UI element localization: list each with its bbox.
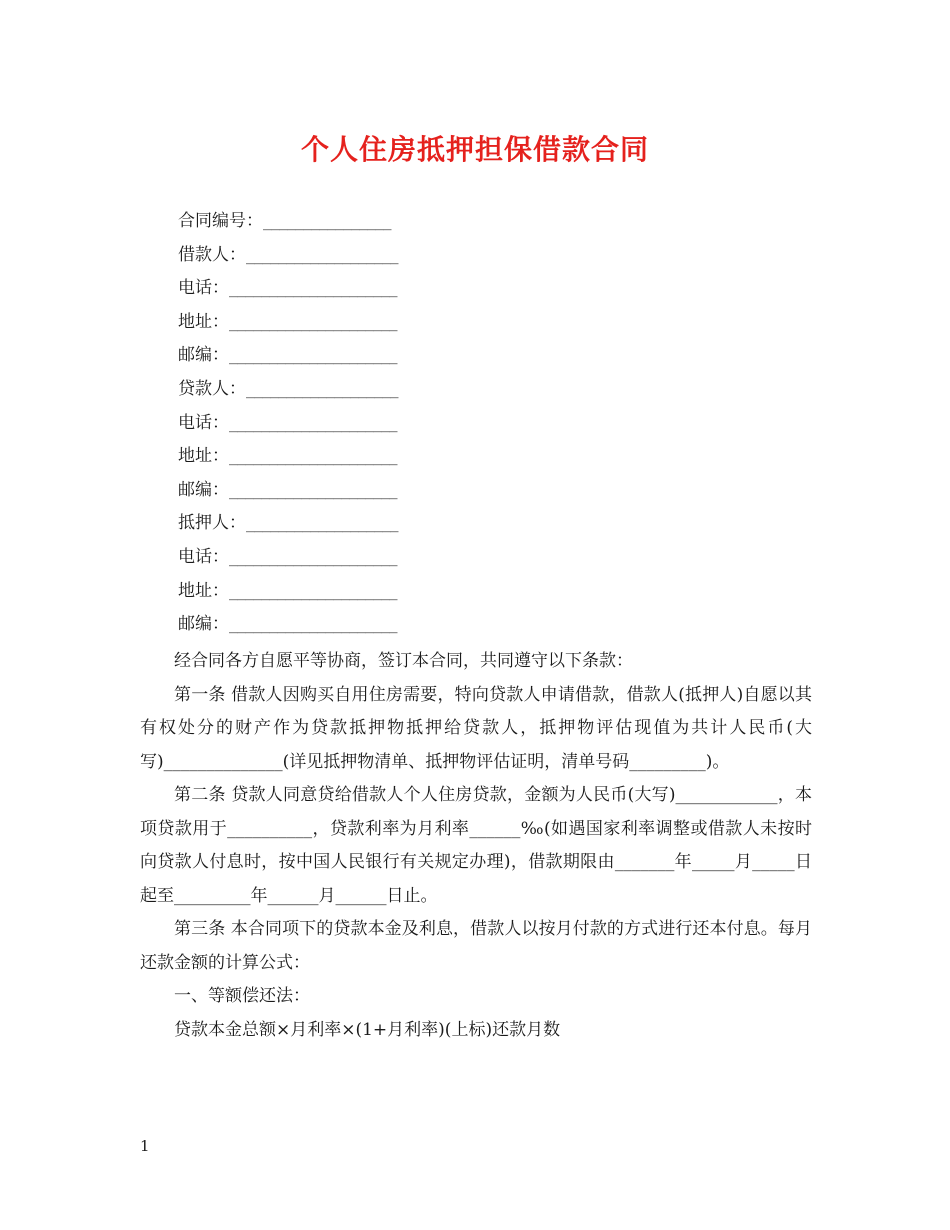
contract-body (140, 645, 812, 1047)
field-blank: _____________________ (229, 412, 397, 433)
field-blank: _____________________ (229, 580, 397, 601)
intro-paragraph: 经合同各方自愿平等协商，签订本合同，共同遵守以下条款： (174, 651, 633, 671)
field-blank: ___________________ (246, 244, 398, 265)
field-blank: _____________________ (229, 614, 397, 635)
field-row (178, 344, 397, 366)
field-label: 邮编： (178, 345, 229, 366)
field-label: 地址： (178, 311, 229, 332)
field-blank: ________________ (263, 211, 391, 231)
field-row (178, 512, 398, 534)
field-row (178, 311, 397, 333)
field-row (178, 445, 397, 467)
field-row (178, 479, 397, 501)
field-label: 邮编： (178, 479, 229, 500)
article-1-paragraph: 第一条 借款人因购买自用住房需要，特向贷款人申请借款，借款人(抵押人)自愿以其有权处分的财产作为贷款抵押物抵押给贷款人，抵押物评估现值为共计人民币(大写)______________(详见抵押物清单、抵押物评估证明，清单号码_________)。 (140, 684, 812, 772)
document-title: 个人住房抵押担保借款合同 (300, 133, 649, 166)
field-label: 电话： (178, 547, 229, 567)
field-label: 地址： (178, 580, 229, 601)
field-label: 贷款人： (178, 379, 246, 399)
field-blank: _____________________ (229, 345, 397, 366)
article-3-paragraph: 第三条 本合同项下的贷款本金及利息，借款人以按月付款的方式进行还本付息。每月还款金额的计算公式： (140, 919, 812, 973)
field-label: 电话： (178, 278, 229, 299)
field-blank: _____________________ (229, 311, 397, 332)
field-blank: ___________________ (246, 513, 398, 534)
field-label: 抵押人： (178, 513, 246, 534)
field-label: 合同编号： (178, 211, 263, 231)
field-blank: _____________________ (229, 446, 397, 467)
article-2-paragraph: 第二条 贷款人同意贷给借款人个人住房贷款，金额为人民币(大写)____________，本项贷款用于__________，贷款利率为月利率______‰(如遇国家利率调整或借款人未按时向贷款人付息时，按中国人民银行有关规定办理)，借款期限由_______年_____月_____日起至_________年______月______日止。 (140, 785, 812, 906)
field-label: 邮编： (178, 614, 229, 635)
field-label: 电话： (178, 412, 229, 433)
field-row (178, 210, 391, 232)
method-heading: 一、等额偿还法： (174, 986, 310, 1006)
field-row (178, 378, 398, 400)
field-row (178, 244, 398, 266)
field-row (178, 546, 397, 568)
field-label: 地址： (178, 446, 229, 467)
field-blank: ___________________ (246, 379, 398, 399)
field-label: 借款人： (178, 244, 246, 265)
formula-line: 贷款本金总额×月利率×(1+月利率)(上标)还款月数 (174, 1019, 561, 1040)
field-blank: _____________________ (229, 547, 397, 567)
field-row (178, 277, 397, 299)
field-blank: _____________________ (229, 479, 397, 500)
field-row (178, 580, 397, 602)
field-row (178, 613, 397, 635)
field-row (178, 412, 397, 434)
page-number: 1 (140, 1137, 150, 1155)
field-blank: _____________________ (229, 278, 397, 299)
